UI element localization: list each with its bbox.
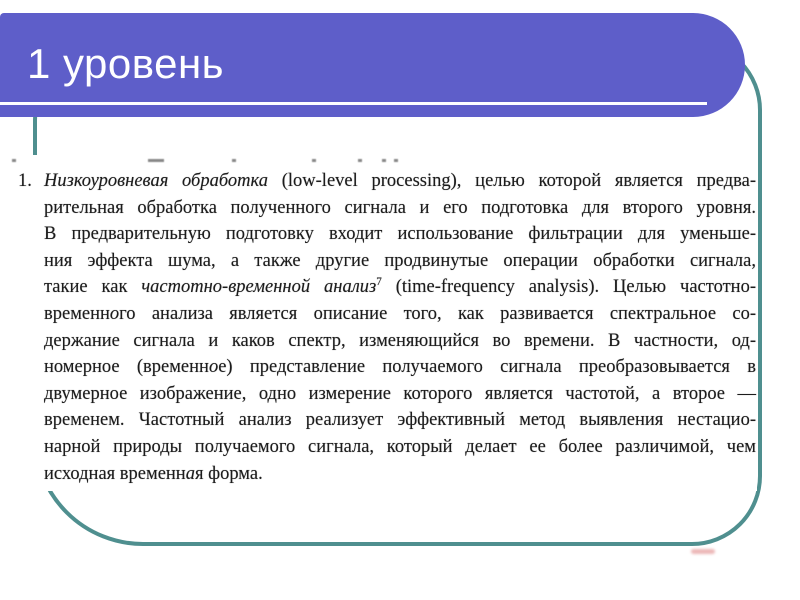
- scan-text-run: я форма.: [194, 463, 263, 484]
- scan-text-run: (time-frequency analysis). Целью частотно-: [381, 277, 756, 298]
- scan-crop-artifact: [358, 159, 362, 162]
- scan-text-run: номерное (временн: [44, 357, 209, 378]
- scan-text-run: двумерное изображение, одно измерение которого является частотой, а второе —: [44, 383, 756, 404]
- scan-crop-artifact: [12, 159, 16, 162]
- title-banner: [0, 13, 745, 117]
- scan-text-line: [44, 461, 756, 488]
- scan-text-run: временем. Частотный анализ реализует эффективный метод выявления нестацио-: [44, 410, 756, 431]
- scan-text-run: (low-level processing), целью которой является предва-: [267, 171, 756, 191]
- scan-crop-artifact: [148, 159, 164, 162]
- scan-text-run: исходная временн: [44, 463, 186, 484]
- scan-text-line: [44, 221, 756, 248]
- scan-text-line: [44, 354, 756, 381]
- scan-text-line: [44, 195, 756, 222]
- scan-text-run: ния эффекта шума, а также другие продвинутые операции обработки сигнала,: [44, 250, 756, 271]
- scan-text-line: [44, 301, 756, 328]
- scan-text-run: го анализа является описание того, как развивается спектральное со-: [119, 303, 756, 324]
- scanned-page-image: [8, 155, 757, 491]
- scan-text-line: [44, 434, 756, 461]
- scan-text-line: [44, 381, 756, 408]
- scan-text-line: [18, 168, 756, 195]
- scan-text-run: частотно-временной анализ: [141, 277, 377, 298]
- scan-text-run: Низкоуровневая обработка: [44, 171, 268, 191]
- footnote-reference: 7: [376, 276, 382, 289]
- scan-text-run: рительная обработка полученного сигнала и его подготовка для второго уровня.: [44, 197, 756, 218]
- scan-text-run: а: [185, 463, 195, 484]
- scan-crop-artifact: [232, 159, 236, 162]
- scan-text-run: нарной природы получаемого сигнала, который делает ее более различимой, чем: [44, 436, 756, 457]
- scan-text-run: В предварительную подготовку входит использование фильтрации для уменьше-: [44, 224, 756, 245]
- slide-title: 1 уровень: [27, 40, 225, 87]
- scan-text-run: о: [208, 357, 219, 378]
- scan-crop-artifact: [312, 159, 316, 162]
- list-number: 1.: [18, 171, 32, 191]
- title-underline: [0, 102, 707, 105]
- scan-text-line: [44, 248, 756, 275]
- scan-text-run: держание сигнала и каков спектр, изменяющийся во времени. В частности, од-: [44, 330, 756, 351]
- red-smudge-mark: [691, 549, 715, 554]
- scan-crop-artifact: [382, 159, 386, 162]
- scan-crop-artifact: [394, 159, 398, 162]
- scan-text-line: [44, 328, 756, 355]
- scan-text-run: такие как: [44, 277, 142, 298]
- scan-text: [18, 168, 756, 487]
- scan-text-run: временн: [44, 303, 110, 324]
- scan-text-run: е) представление получаемого сигнала преобразовывается в: [218, 357, 756, 378]
- scan-text-line: [44, 407, 756, 434]
- scan-text-run: о: [109, 303, 120, 324]
- scan-text-line: [44, 274, 756, 301]
